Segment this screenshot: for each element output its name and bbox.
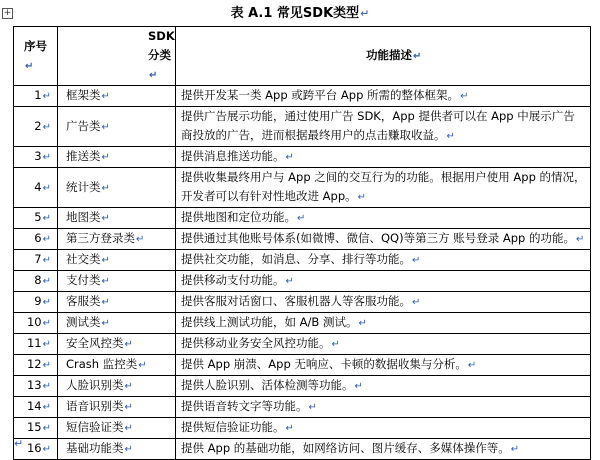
description-cell-text: 提供客服对话窗口、客服机器人等客服功能。 (181, 294, 411, 308)
sdk-category-cell-text: 推送类 (66, 149, 101, 163)
table-row (14, 439, 591, 460)
row-index-cell-text: 16 (26, 441, 42, 455)
move-handle-icon[interactable]: + (3, 8, 12, 18)
paragraph-mark-icon: ↵ (285, 276, 294, 287)
table-row (14, 271, 591, 292)
sdk-category-cell[interactable] (58, 292, 176, 313)
row-index-cell[interactable] (14, 86, 58, 107)
paragraph-mark-icon: ↵ (124, 423, 133, 434)
paragraph-mark-icon: ↵ (42, 121, 51, 133)
paragraph-mark-icon: ↵ (101, 297, 110, 308)
table-row (14, 355, 591, 376)
description-cell[interactable] (176, 168, 591, 208)
paragraph-mark-icon: ↵ (446, 131, 455, 142)
description-cell-text: 提供地图和定位功能。 (181, 210, 296, 224)
table-row (14, 334, 591, 355)
paragraph-mark-icon: ↵ (412, 297, 421, 308)
paragraph-mark-icon: ↵ (42, 318, 51, 329)
paragraph-mark-icon: ↵ (42, 255, 51, 266)
row-index-cell[interactable] (14, 229, 58, 250)
paragraph-mark-icon: ↵ (308, 402, 317, 413)
table-row (14, 418, 591, 439)
description-cell[interactable] (176, 271, 591, 292)
paragraph-mark-icon: ↵ (42, 213, 51, 224)
paragraph-mark-icon: ↵ (42, 276, 51, 287)
paragraph-mark-icon: ↵ (124, 444, 133, 455)
paragraph-mark-icon: ↵ (285, 423, 294, 434)
description-cell-text: 提供人脸识别、活体检测等功能。 (181, 378, 354, 392)
paragraph-mark-icon: ↵ (101, 276, 110, 287)
sdk-category-cell-text: 地图类 (66, 210, 101, 224)
paragraph-mark-icon: ↵ (124, 402, 133, 413)
sdk-category-cell-text: 社交类 (66, 252, 101, 266)
sdk-category-cell[interactable] (58, 418, 176, 439)
sdk-category-cell[interactable] (58, 271, 176, 292)
paragraph-mark-icon: ↵ (42, 444, 51, 455)
sdk-category-cell-text: 短信验证类 (66, 420, 124, 434)
row-index-cell-text: 12 (26, 357, 42, 371)
description-cell-text: 提供消息推送功能。 (181, 149, 285, 163)
paragraph-mark-icon: ↵ (25, 60, 34, 72)
paragraph-mark-icon: ↵ (285, 152, 294, 163)
row-index-cell-text: 3 (34, 149, 42, 163)
row-index-cell-text: 7 (34, 252, 42, 266)
paragraph-mark-icon: ↵ (101, 182, 110, 194)
sdk-category-cell[interactable] (58, 229, 176, 250)
paragraph-mark-icon: ↵ (101, 152, 110, 163)
sdk-category-cell-text: 广告类 (66, 118, 101, 133)
header-idx: 序号↵ (14, 27, 58, 86)
row-index-cell-text: 4 (34, 179, 42, 194)
paragraph-mark-icon: ↵ (101, 318, 110, 329)
row-index-cell-text: 10 (26, 315, 42, 329)
row-index-cell[interactable] (14, 397, 58, 418)
table-caption (0, 6, 600, 22)
row-index-cell[interactable] (14, 147, 58, 168)
sdk-category-cell[interactable] (58, 397, 176, 418)
paragraph-mark-icon: ↵ (576, 234, 585, 245)
row-index-cell[interactable] (14, 292, 58, 313)
table-row (14, 208, 591, 229)
description-cell[interactable] (176, 86, 591, 107)
table-body (14, 86, 591, 460)
description-cell-text: 提供开发某一类 App 或跨平台 App 所需的整体框架。 (181, 88, 460, 102)
description-cell[interactable] (176, 229, 591, 250)
paragraph-mark-icon: ↵ (42, 182, 51, 194)
description-cell-text: 提供收集最终用户与 App 之间的交互行为的功能。根据用户使用 App 的情况，开发者可以有针对性地改进 App。 (181, 170, 586, 203)
paragraph-mark-icon: ↵ (358, 318, 367, 329)
paragraph-mark-icon: ↵ (42, 91, 51, 102)
table-row (14, 292, 591, 313)
sdk-category-cell[interactable] (58, 376, 176, 397)
row-index-cell-text: 1 (34, 88, 42, 102)
table-row (14, 107, 591, 147)
paragraph-mark-icon: ↵ (136, 234, 145, 245)
row-index-cell-text: 8 (34, 273, 42, 287)
paragraph-mark-icon: ↵ (138, 360, 147, 371)
paragraph-mark-icon: ↵ (331, 339, 340, 350)
description-cell-text: 提供语音转文字等功能。 (181, 399, 308, 413)
description-cell-text: 提供 App 崩溃、App 无响应、卡顿的数据收集与分析。 (181, 357, 467, 371)
row-index-cell-text: 2 (34, 118, 42, 133)
sdk-category-cell[interactable] (58, 334, 176, 355)
table-row (14, 397, 591, 418)
description-cell[interactable] (176, 355, 591, 376)
row-index-cell-text: 11 (26, 336, 42, 350)
description-cell[interactable] (176, 292, 591, 313)
paragraph-mark-icon: ↵ (124, 381, 133, 392)
description-cell[interactable] (176, 418, 591, 439)
description-cell-text: 提供社交功能，如消息、分享、排行等功能。 (181, 252, 411, 266)
sdk-category-cell[interactable] (58, 107, 176, 147)
paragraph-mark-icon: ↵ (412, 255, 421, 266)
paragraph-mark-icon: ↵ (510, 444, 520, 455)
description-cell[interactable] (176, 147, 591, 168)
sdk-category-cell-text: 语音识别类 (66, 399, 124, 413)
description-cell-text: 提供线上测试功能，如 A/B 测试。 (181, 315, 358, 329)
row-index-cell[interactable] (14, 271, 58, 292)
sdk-category-cell[interactable] (58, 250, 176, 271)
paragraph-mark-icon: ↵ (360, 7, 370, 20)
description-cell[interactable] (176, 397, 591, 418)
paragraph-mark-icon: ↵ (42, 381, 51, 392)
description-cell-text: 提供移动支付功能。 (181, 273, 285, 287)
table-row (14, 229, 591, 250)
sdk-category-cell-text: 基础功能类 (66, 441, 124, 455)
row-index-cell[interactable] (14, 376, 58, 397)
table-row (14, 250, 591, 271)
row-index-cell-text: 9 (34, 294, 42, 308)
row-index-cell-text: 5 (34, 210, 42, 224)
sdk-category-cell[interactable] (58, 86, 176, 107)
row-index-cell[interactable] (14, 250, 58, 271)
header-sdk: SDK分类↵ (58, 27, 176, 86)
paragraph-mark-icon: ↵ (101, 121, 110, 133)
sdk-category-cell-text: 统计类 (66, 179, 101, 194)
paragraph-mark-icon: ↵ (354, 381, 363, 392)
sdk-category-cell-text: 客服类 (66, 294, 101, 308)
paragraph-mark-icon: ↵ (42, 297, 51, 308)
header-desc: 功能描述↵ (176, 27, 591, 86)
paragraph-mark-icon: ↵ (467, 360, 477, 371)
sdk-category-cell[interactable] (58, 439, 176, 460)
row-index-cell[interactable] (14, 107, 58, 147)
description-cell-text: 提供广告展示功能，通过使用广告 SDK，App 提供者可以在 App 中展示广告商投放的广告，进而根据最终用户的点击赚取收益。 (181, 109, 575, 142)
sdk-category-cell[interactable] (58, 147, 176, 168)
row-index-cell[interactable] (14, 355, 58, 376)
paragraph-mark-icon: ↵ (42, 423, 51, 434)
paragraph-mark-icon: ↵ (357, 192, 367, 203)
row-index-cell[interactable] (14, 208, 58, 229)
sdk-category-cell-text: 框架类 (66, 88, 101, 102)
description-cell[interactable] (176, 250, 591, 271)
paragraph-mark-icon: ↵ (460, 91, 469, 102)
row-index-cell-text: 6 (34, 231, 42, 245)
row-index-cell[interactable] (14, 418, 58, 439)
table-row (14, 168, 591, 208)
sdk-category-cell[interactable] (58, 313, 176, 334)
sdk-category-cell[interactable] (58, 355, 176, 376)
paragraph-mark-icon: ↵ (297, 213, 306, 224)
table-header-row (14, 27, 591, 86)
row-index-cell[interactable] (14, 313, 58, 334)
sdk-category-cell[interactable] (58, 208, 176, 229)
paragraph-mark-icon: ↵ (413, 51, 422, 62)
paragraph-mark-icon: ↵ (149, 70, 158, 81)
sdk-category-cell-text: 支付类 (66, 273, 101, 287)
table-row (14, 86, 591, 107)
row-index-cell-text: 14 (26, 399, 42, 413)
paragraph-mark-icon: ↵ (101, 91, 110, 102)
sdk-category-cell-text: 测试类 (66, 315, 101, 329)
row-index-cell-text: 13 (26, 378, 42, 392)
sdk-category-cell-text: 第三方登录类 (66, 231, 135, 245)
caption-text: 表 A.1 常见SDK类型 (230, 6, 360, 21)
paragraph-mark-icon: ↵ (42, 234, 51, 245)
description-cell-text: 提供短信验证功能。 (181, 420, 285, 434)
paragraph-mark-icon: ↵ (42, 360, 51, 371)
description-cell-text: 提供移动业务安全风控功能。 (181, 336, 331, 350)
sdk-category-cell-text: Crash 监控类 (66, 357, 138, 371)
description-cell[interactable] (176, 334, 591, 355)
description-cell-text: 提供通过其他账号体系(如微博、微信、QQ)等第三方 账号登录 App 的功能。 (181, 231, 576, 245)
description-cell[interactable] (176, 376, 591, 397)
paragraph-mark-icon: ↵ (42, 402, 51, 413)
row-index-cell[interactable] (14, 334, 58, 355)
table-row (14, 376, 591, 397)
paragraph-mark-icon: ↵ (101, 255, 110, 266)
paragraph-mark-icon: ↵ (101, 213, 110, 224)
paragraph-mark-icon: ↵ (42, 339, 51, 350)
table-row (14, 313, 591, 334)
row-index-cell-text: 15 (26, 420, 42, 434)
description-cell[interactable] (176, 439, 591, 460)
paragraph-mark-icon: ↵ (42, 152, 51, 163)
description-cell[interactable] (176, 313, 591, 334)
sdk-category-cell[interactable] (58, 168, 176, 208)
description-cell-text: 提供 App 的基础功能，如网络访问、图片缓存、多媒体操作等。 (181, 441, 510, 455)
sdk-category-cell-text: 安全风控类 (66, 336, 124, 350)
row-index-cell[interactable] (14, 168, 58, 208)
description-cell[interactable] (176, 107, 591, 147)
sdk-table (13, 26, 591, 460)
paragraph-mark-icon: ↵ (14, 437, 24, 450)
paragraph-mark-icon: ↵ (124, 339, 133, 350)
description-cell[interactable] (176, 208, 591, 229)
sdk-category-cell-text: 人脸识别类 (66, 378, 124, 392)
table-row (14, 147, 591, 168)
